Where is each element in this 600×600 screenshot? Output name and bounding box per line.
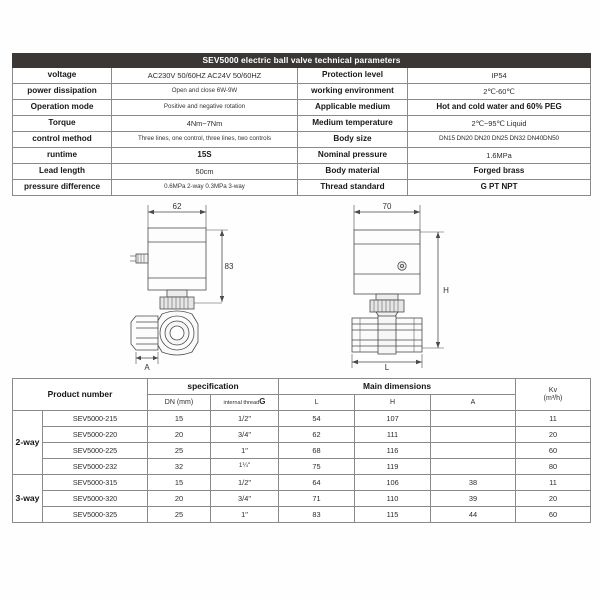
dim-cell-product: SEV5000-315 — [43, 475, 148, 491]
spec-value-protection-level: IP54 — [408, 68, 591, 84]
dim-header-kv-unit: (m³/h) — [543, 394, 563, 402]
dim-cell-dn: 20 — [148, 427, 211, 443]
dim-cell-l: 75 — [279, 459, 355, 475]
dim-header-specification: specification — [148, 379, 279, 395]
dim-cell-h: 107 — [355, 411, 431, 427]
drawing-left-width-label: 62 — [172, 202, 182, 211]
dim-cell-kv: 60 — [516, 507, 591, 523]
dim-cell-kv: 11 — [516, 411, 591, 427]
table-row — [13, 427, 591, 443]
dim-cell-thread: 1" — [211, 507, 279, 523]
spec-value-thread-standard: G PT NPT — [408, 180, 591, 196]
spec-value-nominal-pressure: 1.6MPa — [408, 148, 591, 164]
spec-value-body-size: DN15 DN20 DN20 DN25 DN32 DN40DN50 — [408, 132, 591, 148]
spec-label-medium-temperature: Medium temperature — [298, 116, 408, 132]
dim-cell-dn: 20 — [148, 491, 211, 507]
valve-drawing-2way — [122, 190, 262, 370]
dim-cell-l: 64 — [279, 475, 355, 491]
spec-label-voltage: voltage — [13, 68, 112, 84]
dim-cell-product: SEV5000-215 — [43, 411, 148, 427]
drawing-right-height-label: H — [443, 286, 449, 295]
dim-header-kv-label: Kv — [548, 387, 558, 395]
dim-header-kv — [516, 379, 591, 411]
table-row — [13, 491, 591, 507]
dim-cell-h: 115 — [355, 507, 431, 523]
technical-drawings-section — [0, 190, 600, 375]
drawing-right-bottom-label: L — [384, 363, 390, 370]
dim-cell-a — [431, 427, 516, 443]
dim-cell-dn: 15 — [148, 475, 211, 491]
dim-header-internal-thread — [211, 395, 279, 411]
spec-label-lead-length: Lead length — [13, 164, 112, 180]
spec-value-operation-mode: Positive and negative rotation — [112, 100, 298, 116]
dim-cell-a: 38 — [431, 475, 516, 491]
dim-cell-product: SEV5000-320 — [43, 491, 148, 507]
table-row — [13, 443, 591, 459]
dim-group-label-3way: 3-way — [13, 475, 43, 523]
spec-value-voltage: AC230V 50/60HZ AC24V 50/60HZ — [112, 68, 298, 84]
spec-value-runtime: 15S — [112, 148, 298, 164]
dim-cell-l: 62 — [279, 427, 355, 443]
dim-cell-thread: 1" — [211, 443, 279, 459]
table-row — [13, 116, 591, 132]
table-row — [13, 507, 591, 523]
dim-cell-a: 39 — [431, 491, 516, 507]
table-row — [13, 164, 591, 180]
dim-header-l: L — [279, 395, 355, 411]
dim-header-dn: DN (mm) — [148, 395, 211, 411]
dim-cell-product: SEV5000-220 — [43, 427, 148, 443]
spec-value-pressure-difference: 0.6MPa 2-way 0.3MPa 3-way — [112, 180, 298, 196]
dim-cell-a — [431, 459, 516, 475]
dim-header-a: A — [431, 395, 516, 411]
dim-cell-product: SEV5000-232 — [43, 459, 148, 475]
spec-label-applicable-medium: Applicable medium — [298, 100, 408, 116]
dim-cell-h: 111 — [355, 427, 431, 443]
spec-label-body-size: Body size — [298, 132, 408, 148]
dim-cell-a — [431, 411, 516, 427]
dim-cell-product: SEV5000-225 — [43, 443, 148, 459]
dim-cell-l: 68 — [279, 443, 355, 459]
dim-cell-product: SEV5000-325 — [43, 507, 148, 523]
spec-label-working-environment: working environment — [298, 84, 408, 100]
spec-label-runtime: runtime — [13, 148, 112, 164]
spec-label-thread-standard: Thread standard — [298, 180, 408, 196]
spec-value-lead-length: 50cm — [112, 164, 298, 180]
dim-cell-dn: 15 — [148, 411, 211, 427]
table-row — [13, 459, 591, 475]
spec-value-medium-temperature: 2℃~95℃ Liquid — [408, 116, 591, 132]
spec-label-protection-level: Protection level — [298, 68, 408, 84]
dim-header-main-dimensions: Main dimensions — [279, 379, 516, 395]
dim-cell-a — [431, 443, 516, 459]
spec-label-nominal-pressure: Nominal pressure — [298, 148, 408, 164]
spec-label-torque: Torque — [13, 116, 112, 132]
table-row — [13, 411, 591, 427]
dim-cell-h: 106 — [355, 475, 431, 491]
dim-header-internal-thread-g: G — [259, 397, 266, 407]
spec-value-torque: 4Nm~7Nm — [112, 116, 298, 132]
drawing-left-bottom-label: A — [144, 363, 150, 370]
dim-cell-kv: 20 — [516, 427, 591, 443]
drawing-left-height-label: 83 — [224, 262, 234, 271]
technical-parameters-table — [12, 53, 591, 196]
spec-label-operation-mode: Operation mode — [13, 100, 112, 116]
spec-value-power-dissipation: Open and close 6W-9W — [112, 84, 298, 100]
table-row — [13, 84, 591, 100]
dim-cell-thread: 1¼" — [211, 459, 279, 475]
dim-cell-thread: 1/2" — [211, 475, 279, 491]
table-row — [13, 475, 591, 491]
dim-header-internal-thread-text: internal thread — [223, 400, 260, 407]
main-dimensions-table — [12, 378, 591, 523]
table-row — [13, 148, 591, 164]
spec-value-working-environment: 2℃-60℃ — [408, 84, 591, 100]
dim-cell-thread: 1/2" — [211, 411, 279, 427]
spec-label-control-method: control method — [13, 132, 112, 148]
table-row — [13, 68, 591, 84]
spec-value-body-material: Forged brass — [408, 164, 591, 180]
technical-parameters-section — [12, 53, 590, 196]
dim-cell-kv: 80 — [516, 459, 591, 475]
dim-header-h: H — [355, 395, 431, 411]
spec-title-row — [13, 54, 591, 68]
main-dimensions-section — [12, 378, 590, 523]
dim-cell-dn: 25 — [148, 507, 211, 523]
spec-label-pressure-difference: pressure difference — [13, 180, 112, 196]
table-row — [13, 132, 591, 148]
drawing-right-width-label: 70 — [382, 202, 392, 211]
dim-cell-kv: 11 — [516, 475, 591, 491]
dim-cell-h: 116 — [355, 443, 431, 459]
dim-cell-thread: 3/4" — [211, 491, 279, 507]
dim-cell-h: 119 — [355, 459, 431, 475]
dim-cell-h: 110 — [355, 491, 431, 507]
spec-table-title: SEV5000 electric ball valve technical parameters — [13, 54, 591, 68]
dim-cell-l: 71 — [279, 491, 355, 507]
dim-header-product-number: Product number — [13, 379, 148, 411]
dim-group-label-2way: 2-way — [13, 411, 43, 475]
spec-label-body-material: Body material — [298, 164, 408, 180]
spec-value-control-method: Three lines, one control, three lines, two controls — [112, 132, 298, 148]
dim-cell-dn: 25 — [148, 443, 211, 459]
dim-cell-kv: 60 — [516, 443, 591, 459]
spec-label-power-dissipation: power dissipation — [13, 84, 112, 100]
dim-cell-a: 44 — [431, 507, 516, 523]
valve-drawing-3way — [330, 190, 480, 370]
dim-cell-dn: 32 — [148, 459, 211, 475]
dim-cell-thread: 3/4" — [211, 427, 279, 443]
dim-cell-l: 54 — [279, 411, 355, 427]
dim-cell-kv: 20 — [516, 491, 591, 507]
dim-header-row-1 — [13, 379, 591, 395]
table-row — [13, 100, 591, 116]
spec-value-applicable-medium: Hot and cold water and 60% PEG — [408, 100, 591, 116]
dim-cell-l: 83 — [279, 507, 355, 523]
